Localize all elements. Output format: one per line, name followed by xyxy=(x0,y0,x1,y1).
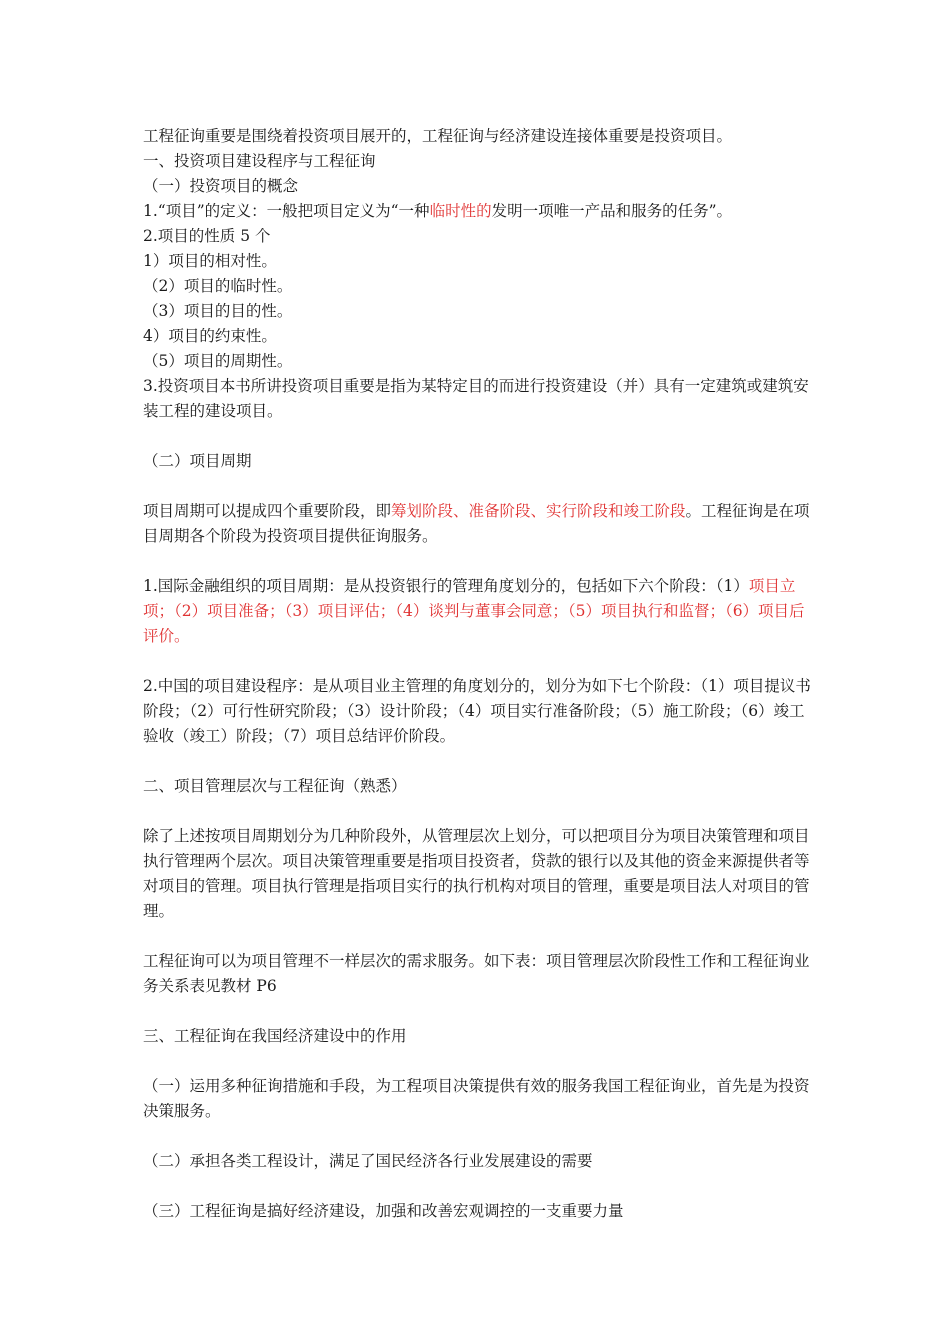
role-item-2: （二）承担各类工程设计，满足了国民经济各行业发展建设的需要 xyxy=(143,1152,593,1170)
nature-item-3: （3）项目的目的性。 xyxy=(143,302,293,320)
role-item-1: （一）运用多种征询措施和手段，为工程项目决策提供有效的服务我国工程征询业，首先是为投资决策服务。 xyxy=(143,1077,810,1120)
heading-section-2: 二、项目管理层次与工程征询（熟悉） xyxy=(143,777,407,795)
heading-subsection-1-2: （二）项目周期 xyxy=(143,452,252,470)
management-levels-paragraph: 除了上述按项目周期划分为几种阶段外，从管理层次上划分，可以把项目分为项目决策管理和项目执行管理两个层次。项目决策管理重要是指项目投资者，贷款的银行以及其他的资金来源提供者等对项目的管理。项目执行管理是指项目实行的执行机构对项目的管理，重要是项目法人对项目的管理。 xyxy=(143,827,810,920)
intl-cycle-paragraph xyxy=(143,574,811,649)
definition-text-post: 发明一项唯一产品和服务的任务”。 xyxy=(491,202,733,220)
nature-item-1: 1）项目的相对性。 xyxy=(143,252,277,270)
document-body xyxy=(143,124,811,1224)
investment-project-paragraph: 3.投资项目本书所讲投资项目重要是指为某特定目的而进行投资建设（并）具有一定建筑或建筑安装工程的建设项目。 xyxy=(143,377,809,420)
heading-subsection-1-1: （一）投资项目的概念 xyxy=(143,177,299,195)
heading-section-1: 一、投资项目建设程序与工程征询 xyxy=(143,152,376,170)
china-procedure-paragraph: 2.中国的项目建设程序：是从项目业主管理的角度划分的，划分为如下七个阶段：（1）项目提议书阶段；（2）可行性研究阶段；（3）设计阶段；（4）项目实行准备阶段；（5）施工阶段；（6）竣工验收（竣工）阶段；（7）项目总结评价阶段。 xyxy=(143,677,811,745)
role-item-3: （三）工程征询是搞好经济建设，加强和改善宏观调控的一支重要力量 xyxy=(143,1202,624,1220)
project-definition-line xyxy=(143,199,811,224)
nature-item-2: （2）项目的临时性。 xyxy=(143,277,293,295)
consulting-service-paragraph: 工程征询可以为项目管理不一样层次的需求服务。如下表：项目管理层次阶段性工作和工程征询业务关系表见教材 P6 xyxy=(143,952,810,995)
intl-highlight: 项目立项；（2）项目准备；（3）项目评估；（4）谈判与董事会同意；（5）项目执行和监督；（6）项目后评价。 xyxy=(143,577,805,645)
intl-text-pre: 1.国际金融组织的项目周期：是从投资银行的管理角度划分的，包括如下六个阶段：（1） xyxy=(143,577,749,595)
definition-text-pre: 1.“项目”的定义：一般把项目定义为“一种 xyxy=(143,202,430,220)
project-cycle-paragraph xyxy=(143,499,811,549)
cycle-text-post: 。工程征询是在项目周期各个阶段为投资项目提供征询服务。 xyxy=(143,502,810,545)
nature-item-5: （5）项目的周期性。 xyxy=(143,352,293,370)
cycle-text-pre: 项目周期可以提成四个重要阶段，即 xyxy=(143,502,392,520)
cycle-highlight: 筹划阶段、准备阶段、实行阶段和竣工阶段 xyxy=(391,502,686,520)
nature-title: 2.项目的性质 5 个 xyxy=(143,227,271,245)
nature-item-4: 4）项目的约束性。 xyxy=(143,327,277,345)
heading-section-3: 三、工程征询在我国经济建设中的作用 xyxy=(143,1027,407,1045)
definition-highlight: 临时性的 xyxy=(429,202,492,220)
intro-line: 工程征询重要是围绕着投资项目展开的，工程征询与经济建设连接体重要是投资项目。 xyxy=(143,127,733,145)
